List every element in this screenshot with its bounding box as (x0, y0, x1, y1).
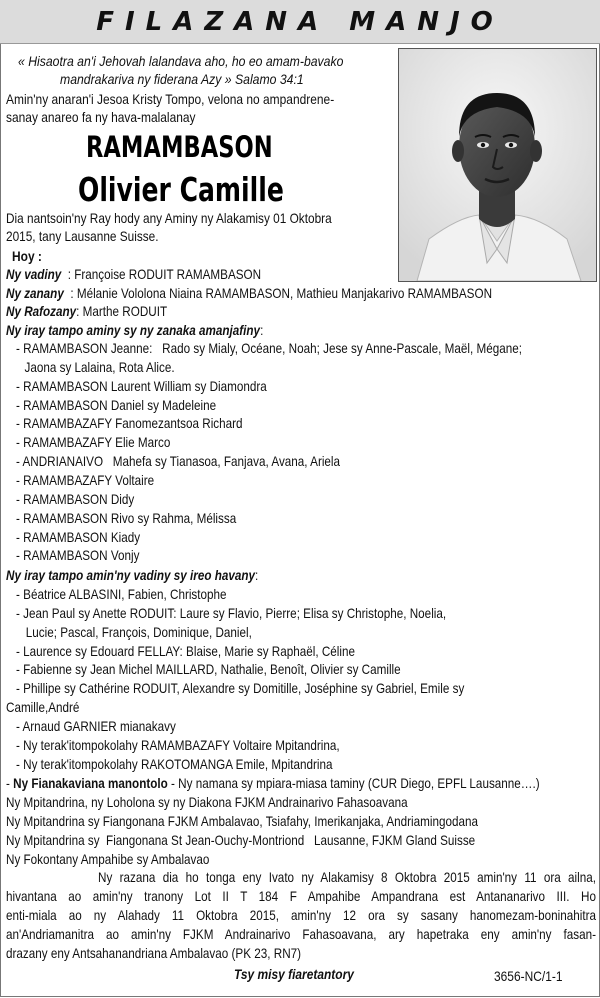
banner (0, 0, 600, 44)
church-entry: Ny Mpitandrina sy Fiangonana St Jean-Ouchy-Montriond Lausanne, FJKM Gland Suisse (6, 832, 476, 848)
intro-line-2: sanay anareo fa ny hava-malalanay (6, 110, 196, 125)
funeral-line: enti-miala ao ny Alahady 11 Oktobra 2015, amin'ny 12 ora sy sasany hanomezam-boninahitra (6, 908, 596, 923)
deceased-given-names: Olivier Camille (78, 170, 284, 209)
friends-value: - Ny namana sy mpiara-miasa taminy (CUR Diego, EPFL Lausanne….) (167, 776, 540, 791)
parents-label: Ny vadiny (6, 267, 62, 282)
sibling-entry: - RAMAMBAZAFY Voltaire (16, 472, 155, 488)
sibling-entry: - RAMAMBASON Kiady (16, 529, 141, 545)
sibling-entry: - RAMAMBAZAFY Fanomezantsoa Richard (16, 416, 243, 432)
banner-title: FILAZANA MANJO (96, 6, 504, 37)
funeral-line: Ny razana dia ho tonga eny Ivato ny Alakamisy 8 Oktobra 2015 amin'ny 11 ora ailna, (98, 870, 596, 885)
funeral-line: an'Andriamanitra ao amin'ny FJKM Andrainarivo Fahasoavana, ary hapetraka eny amin'ny fasan- (6, 927, 596, 942)
in-law-entry: Camille,André (6, 700, 80, 716)
church-entry: Ny Mpitandrina sy Fiangonana FJKM Ambalavao, Tsiafahy, Imerikanjaka, Andriamingodana (6, 813, 478, 829)
quote-line-2: mandrakariva ny fiderana Azy » Salamo 34:1 (60, 72, 304, 87)
in-law-parent-value: : Marthe RODUIT (76, 304, 168, 319)
death-line-2: 2015, tany Lausanne Suisse. (6, 229, 159, 244)
in-laws-heading-colon: : (255, 568, 259, 583)
friends-row (6, 775, 540, 793)
children-row (6, 285, 492, 303)
in-law-entry: - Ny terak'itompokolahy RAKOTOMANGA Emile, Mpitandrina (16, 756, 333, 772)
in-law-entry: - Ny terak'itompokolahy RAMAMBAZAFY Voltaire Mpitandrina, (16, 737, 340, 753)
deceased-surname: RAMAMBASON (86, 130, 273, 164)
portrait-photo (398, 48, 597, 282)
in-law-parent-row (6, 303, 167, 321)
siblings-heading (6, 322, 263, 340)
quote-line-1: « Hisaotra an'i Jehovah lalandava aho, ho eo amam-bavako (18, 54, 344, 69)
hoy-label: Hoy : (12, 249, 42, 264)
sibling-entry: - RAMAMBASON Didy (16, 491, 135, 507)
portrait-illustration (399, 49, 596, 281)
children-value: : Mélanie Vololona Niaina RAMAMBASON, Mathieu Manjakarivo RAMAMBASON (70, 286, 493, 301)
in-law-entry: - Jean Paul sy Anette RODUIT: Laure sy Flavio, Pierre; Elisa sy Christophe, Noelia, (16, 605, 447, 621)
in-law-entry: - Béatrice ALBASINI, Fabien, Christophe (16, 587, 227, 602)
in-law-parent-label: Ny Rafozany (6, 304, 77, 319)
intro-line-1: Amin'ny anaran'i Jesoa Kristy Tompo, velona no ampandrene- (6, 92, 335, 107)
parents-row (6, 266, 261, 284)
in-law-entry: Lucie; Pascal, François, Dominique, Daniel, (16, 624, 252, 640)
parents-value: : Françoise RODUIT RAMAMBASON (67, 267, 262, 282)
sibling-entry: - RAMAMBASON Daniel sy Madeleine (16, 397, 217, 413)
in-laws-heading-label: Ny iray tampo amin'ny vadiny sy ireo havany (6, 568, 256, 583)
in-law-entry: - Laurence sy Edouard FELLAY: Blaise, Marie sy Raphaël, Céline (16, 643, 355, 659)
children-label: Ny zanany (6, 286, 64, 301)
in-law-entry: - Phillipe sy Cathérine RODUIT, Alexandre sy Domitille, Joséphine sy Gabriel, Emile sy (16, 681, 465, 697)
sibling-entry: - RAMAMBASON Laurent William sy Diamondra (16, 378, 267, 394)
sibling-entry: Jaona sy Lalaina, Rota Alice. (18, 359, 175, 375)
sibling-entry: - RAMAMBASON Rivo sy Rahma, Mélissa (16, 510, 237, 526)
funeral-line: hivantana ao amin'ny tranony Lot II T 184 F Ampahibe Ampandrana est Antananarivo III. Ho (6, 889, 596, 904)
in-laws-heading (6, 567, 258, 585)
sibling-entry: - ANDRIANAIVO Mahefa sy Tianasoa, Fanjava, Avana, Ariela (16, 454, 341, 470)
church-entry: Ny Mpitandrina, ny Loholona sy ny Diakona FJKM Andrainarivo Fahasoavana (6, 795, 408, 810)
friends-label: Ny Fianakaviana manontolo (13, 776, 168, 791)
funeral-line: drazany eny Antsahanandriana Ambalavao (PK 23, RN7) (6, 946, 302, 961)
sibling-entry: - RAMAMBAZAFY Elie Marco (16, 435, 171, 451)
reference-code: 3656-NC/1-1 (494, 969, 563, 984)
in-law-entry: - Arnaud GARNIER mianakavy (16, 718, 176, 734)
sibling-entry: - RAMAMBASON Vonjy (16, 548, 140, 564)
siblings-heading-label: Ny iray tampo aminy sy ny zanaka amanjafiny (6, 323, 261, 338)
in-law-entry: - Fabienne sy Jean Michel MAILLARD, Nathalie, Benoît, Olivier sy Camille (16, 662, 401, 678)
siblings-heading-colon: : (260, 323, 264, 338)
sibling-entry: - RAMAMBASON Jeanne: Rado sy Mialy, Océane, Noah; Jese sy Anne-Pascale, Maël, Mégane; (16, 341, 522, 356)
church-entry: Ny Fokontany Ampahibe sy Ambalavao (6, 851, 210, 867)
friends-prefix: - (6, 776, 14, 791)
closing-note: Tsy misy fiaretantory (234, 967, 354, 982)
death-line-1: Dia nantsoin'ny Ray hody any Aminy ny Alakamisy 01 Oktobra (6, 211, 332, 226)
